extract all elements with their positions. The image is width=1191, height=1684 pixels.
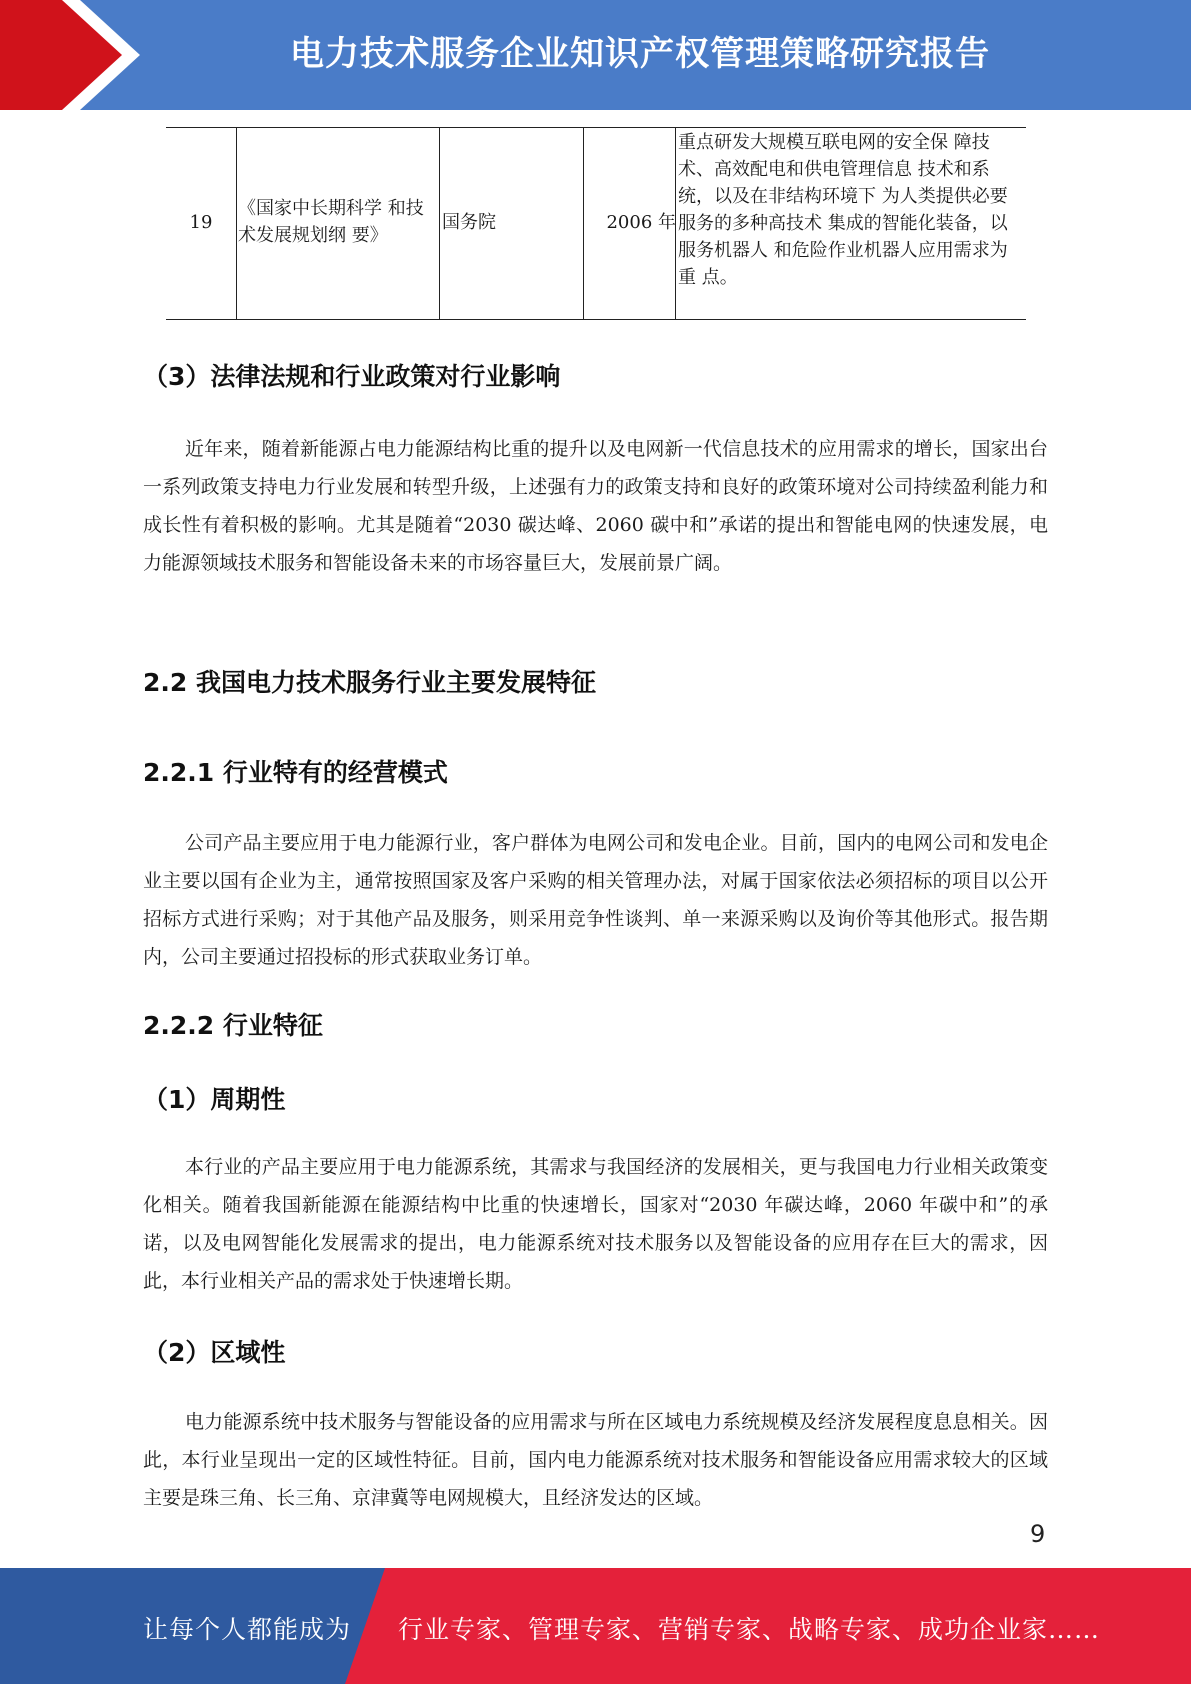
paragraph-regulation-impact: 近年来，随着新能源占电力能源结构比重的提升以及电网新一代信息技术的应用需求的增长，国家出台一系列政策支持电力行业发展和转型升级，上述强有力的政策支持和良好的政策环境对公司持续盈利能力和成长性有着积极的影响。尤其是随着“2030 碳达峰、2060 碳中和”承诺的提出和智能电网的快速发展，电力能源领域技术服务和智能设备未来的市场容量巨大，发展前景广阔。 — [143, 438, 1048, 574]
paragraph-regionality: 电力能源系统中技术服务与智能设备的应用需求与所在区域电力系统规模及经济发展程度息息相关。因此，本行业呈现出一定的区域性特征。目前，国内电力能源系统对技术服务和智能设备应用需求较大的区域主要是珠三角、长三角、京津冀等电网规模大，且经济发达的区域。 — [143, 1411, 1048, 1509]
table-cell-year: 2006 年 — [606, 212, 676, 233]
table-divider — [236, 127, 237, 320]
table-divider — [583, 127, 584, 320]
footer-slogan-left: 让每个人都能成为 — [143, 1615, 352, 1644]
table-cell-issuer: 国务院 — [442, 212, 496, 233]
paragraph-business-model: 公司产品主要应用于电力能源行业，客户群体为电网公司和发电企业。目前，国内的电网公司和发电企业主要以国有企业为主，通常按照国家及客户采购的相关管理办法，对属于国家依法必须招标的项目以公开招标方式进行采购；对于其他产品及服务，则采用竞争性谈判、单一来源采购以及询价等其他形式。报告期内，公司主要通过招投标的形式获取业务订单。 — [143, 832, 1048, 968]
subheading-cyclicality: （1）周期性 — [143, 1085, 286, 1114]
header-chevron-decoration — [0, 0, 150, 110]
section-heading-2-2-2: 2.2.2 行业特征 — [143, 1011, 323, 1040]
paragraph-cyclicality: 本行业的产品主要应用于电力能源系统，其需求与我国经济的发展相关，更与我国电力行业相关政策变化相关。随着我国新能源在能源结构中比重的快速增长，国家对“2030 年碳达峰，2060 年碳中和”的承诺，以及电网智能化发展需求的提出，电力能源系统对技术服务以及智能设备的应用存在巨大的需求，因此，本行业相关产品的需求处于快速增长期。 — [143, 1156, 1048, 1292]
table-cell-description: 重点研发大规模互联电网的安全保 障技术、高效配电和供电管理信息 技术和系统，以及在非结构环境下 为人类提供必要服务的多种高技术 集成的智能化装备，以服务机器人 和危险作业机器人应用需求为重 点。 — [678, 132, 1008, 288]
report-title: 电力技术服务企业知识产权管理策略研究报告 — [290, 34, 990, 74]
subheading-regionality: （2）区域性 — [143, 1338, 286, 1367]
section-heading-2-2-1: 2.2.1 行业特有的经营模式 — [143, 758, 448, 787]
table-cell-number: 19 — [189, 212, 213, 233]
policy-table — [166, 127, 1026, 320]
table-bottom-border — [166, 319, 1026, 320]
page-number: 9 — [1030, 1520, 1046, 1548]
table-cell-policy-name: 《国家中长期科学 和技术发展规划纲 要》 — [238, 198, 424, 246]
footer-banner — [0, 1568, 1191, 1684]
table-divider — [439, 127, 440, 320]
header-banner — [0, 0, 1191, 110]
section-heading-regulation-impact: （3）法律法规和行业政策对行业影响 — [143, 362, 561, 391]
footer-slogan-right: 行业专家、管理专家、营销专家、战略专家、成功企业家…… — [398, 1615, 1101, 1644]
section-heading-2-2: 2.2 我国电力技术服务行业主要发展特征 — [143, 668, 596, 697]
table-top-border — [166, 127, 1026, 128]
